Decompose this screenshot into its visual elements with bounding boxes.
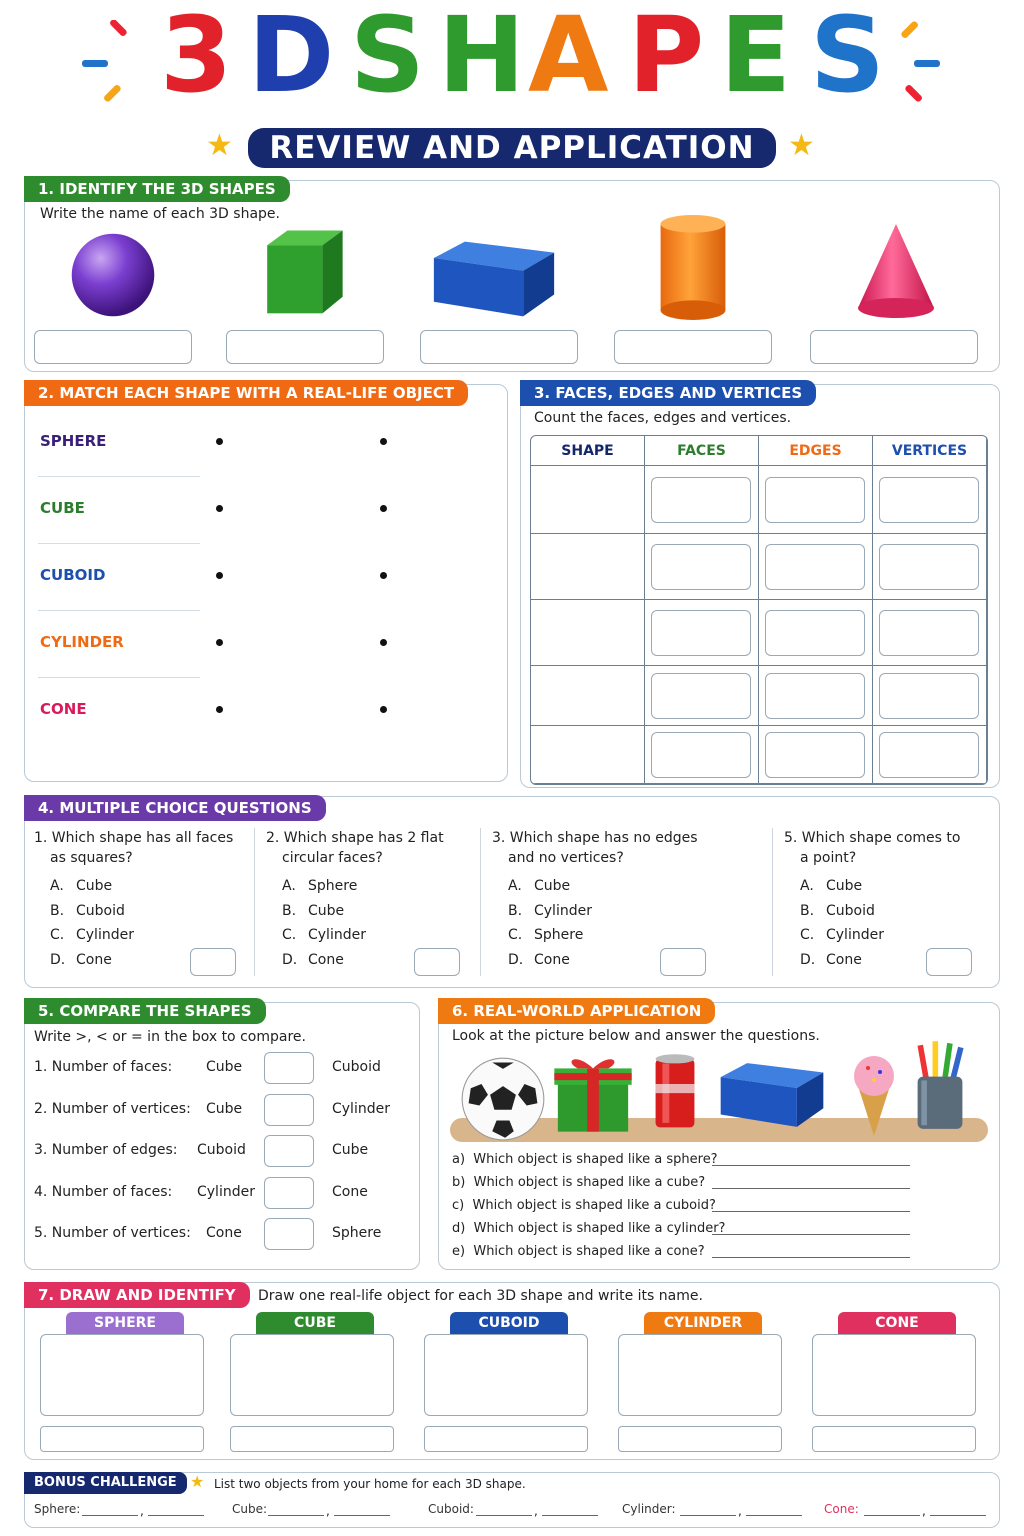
bonus-label: Cuboid:: [428, 1502, 474, 1516]
blue-box-icon: [710, 1060, 834, 1130]
comma: ,: [140, 1504, 144, 1518]
name-box[interactable]: [618, 1426, 782, 1452]
header: [0, 0, 1024, 178]
compare-left: Cube: [206, 1100, 243, 1117]
option-letter: B.: [282, 902, 297, 919]
drawing-area[interactable]: [424, 1334, 588, 1416]
compare-left: Cone: [206, 1225, 242, 1241]
option-letter: C.: [800, 927, 815, 943]
option-letter: C.: [282, 927, 297, 943]
question-line-2: a point?: [800, 850, 857, 866]
input-faces-sphere[interactable]: [651, 732, 751, 778]
compare-label: 4. Number of faces:: [34, 1183, 173, 1200]
compare-box[interactable]: [264, 1094, 314, 1126]
name-box[interactable]: [812, 1426, 976, 1452]
burst-right-icon: [890, 20, 950, 110]
mcq-answer-box[interactable]: [926, 948, 972, 976]
input-faces-cylinder[interactable]: [651, 610, 751, 656]
real-world-question: a) Which object is shaped like a sphere?: [452, 1152, 718, 1167]
bonus-star-icon: ★: [190, 1472, 205, 1491]
compare-box[interactable]: [264, 1177, 314, 1209]
option-c[interactable]: [34, 923, 244, 948]
question-line-2: circular faces?: [282, 850, 383, 866]
drawing-area[interactable]: [230, 1334, 394, 1416]
question-line-2: as squares?: [50, 850, 133, 866]
cuboid-icon: [428, 238, 560, 320]
question-line-2: and no vertices?: [508, 850, 624, 866]
comma: ,: [738, 1504, 742, 1518]
option-d[interactable]: [492, 948, 762, 973]
drawing-area[interactable]: [40, 1334, 204, 1416]
option-letter: C.: [508, 927, 523, 943]
name-box[interactable]: [40, 1426, 204, 1452]
option-letter: D.: [50, 951, 66, 968]
drawing-area[interactable]: [812, 1334, 976, 1416]
match-label-cube: CUBE: [40, 499, 85, 517]
col-header-vertices: VERTICES: [873, 436, 987, 466]
option-text: Cuboid: [76, 902, 125, 919]
option-text: Cone: [826, 951, 862, 968]
option-text: Cone: [308, 951, 344, 968]
option-letter: B.: [508, 902, 523, 919]
answer-box-cone[interactable]: [810, 330, 978, 364]
bonus-label: Cube:: [232, 1502, 268, 1516]
bonus-line[interactable]: [542, 1515, 598, 1516]
input-faces-cuboid[interactable]: [651, 544, 751, 590]
answer-line[interactable]: [712, 1211, 910, 1212]
comma: ,: [534, 1504, 538, 1518]
match-dot-left[interactable]: [216, 505, 223, 512]
option-letter: A.: [50, 878, 64, 894]
option-letter: D.: [800, 951, 816, 968]
title-letter: A: [528, 0, 607, 116]
input-edges-cone[interactable]: [765, 673, 865, 719]
title: [150, 0, 883, 130]
input-vertices-cuboid[interactable]: [879, 544, 979, 590]
answer-line[interactable]: [712, 1188, 910, 1189]
real-world-question: d) Which object is shaped like a cylinder?: [452, 1221, 726, 1236]
option-a[interactable]: [784, 874, 996, 899]
option-text: Sphere: [534, 927, 584, 943]
mcq-question-3: [492, 828, 762, 972]
option-c[interactable]: [266, 923, 480, 948]
bonus-line[interactable]: [148, 1515, 204, 1516]
real-world-question: b) Which object is shaped like a cube?: [452, 1175, 706, 1190]
answer-line[interactable]: [712, 1165, 910, 1166]
match-dot-right[interactable]: [380, 639, 387, 646]
answer-box-cuboid[interactable]: [420, 330, 578, 364]
compare-right: Cylinder: [332, 1100, 390, 1117]
option-a[interactable]: [492, 874, 762, 899]
option-letter: C.: [50, 927, 65, 943]
column-divider: [772, 828, 773, 976]
mcq-answer-box[interactable]: [190, 948, 236, 976]
option-text: Cylinder: [308, 927, 366, 943]
comma: ,: [326, 1504, 330, 1518]
question-line-1: 3. Which shape has no edges: [492, 830, 698, 846]
row-divider: [38, 610, 200, 611]
table-cell: [531, 666, 645, 726]
bonus-line[interactable]: [930, 1515, 986, 1516]
gift-box-icon: [552, 1052, 634, 1134]
soda-can-icon: [650, 1052, 700, 1132]
name-box[interactable]: [424, 1426, 588, 1452]
section-4-title: 4. MULTIPLE CHOICE QUESTIONS: [24, 795, 326, 821]
input-edges-cuboid[interactable]: [765, 544, 865, 590]
s1-instruction: Write the name of each 3D shape.: [40, 206, 280, 222]
sphere-icon: [70, 232, 156, 318]
question-line-1: 5. Which shape comes to: [784, 830, 961, 846]
match-dot-left[interactable]: [216, 639, 223, 646]
compare-right: Sphere: [332, 1225, 382, 1241]
match-label-cuboid: CUBOID: [40, 566, 106, 584]
compare-left: Cylinder: [197, 1183, 255, 1200]
compare-right: Cube: [332, 1142, 369, 1158]
match-label-cylinder: CYLINDER: [40, 633, 124, 651]
title-letter: E: [720, 0, 790, 116]
answer-box-sphere[interactable]: [34, 330, 192, 364]
bonus-label: Cone:: [824, 1502, 859, 1516]
col-header-shape: SHAPE: [531, 436, 645, 466]
option-c[interactable]: [784, 923, 996, 948]
option-text: Cube: [534, 878, 571, 894]
input-faces-cube[interactable]: [651, 477, 751, 523]
section-5-title: 5. COMPARE THE SHAPES: [24, 998, 266, 1024]
compare-label: 3. Number of edges:: [34, 1142, 178, 1158]
title-letter: P: [628, 0, 703, 116]
fev-table: [530, 435, 988, 785]
draw-tab-cuboid: CUBOID: [450, 1312, 568, 1334]
draw-tab-sphere: SPHERE: [66, 1312, 184, 1334]
bonus-label: Cylinder:: [622, 1502, 676, 1516]
cube-icon: [258, 222, 350, 320]
option-b[interactable]: [34, 899, 244, 924]
real-world-question: e) Which object is shaped like a cone?: [452, 1244, 705, 1259]
compare-label: 5. Number of vertices:: [34, 1225, 191, 1241]
input-edges-cylinder[interactable]: [765, 610, 865, 656]
option-text: Cube: [826, 878, 863, 894]
bonus-line[interactable]: [334, 1515, 390, 1516]
option-a[interactable]: [34, 874, 244, 899]
option-a[interactable]: [266, 874, 480, 899]
compare-right: Cone: [332, 1183, 368, 1200]
table-cell: [531, 466, 645, 534]
match-dot-right[interactable]: [380, 505, 387, 512]
cylinder-icon: [658, 214, 728, 322]
s3-instruction: Count the faces, edges and vertices.: [534, 410, 792, 426]
s7-instruction: Draw one real-life object for each 3D shape and write its name.: [258, 1288, 703, 1304]
bonus-line[interactable]: [82, 1515, 138, 1516]
section-7-title: 7. DRAW AND IDENTIFY: [24, 1282, 250, 1308]
option-c[interactable]: [492, 923, 762, 948]
compare-label: 1. Number of faces:: [34, 1059, 173, 1075]
row-divider: [38, 677, 200, 678]
drawing-area[interactable]: [618, 1334, 782, 1416]
option-text: Cylinder: [76, 927, 134, 943]
soccer-ball-icon: [460, 1056, 546, 1142]
s5-instruction: Write >, < or = in the box to compare.: [34, 1029, 306, 1045]
answer-box-cube[interactable]: [226, 330, 384, 364]
row-divider: [38, 476, 200, 477]
row-divider: [38, 543, 200, 544]
star-left-icon: ★: [206, 128, 233, 163]
bonus-title: BONUS CHALLENGE: [24, 1472, 187, 1494]
table-cell: [531, 534, 645, 600]
option-text: Cone: [534, 951, 570, 968]
compare-left: Cuboid: [197, 1142, 246, 1158]
match-label-sphere: SPHERE: [40, 432, 107, 450]
name-box[interactable]: [230, 1426, 394, 1452]
option-letter: A.: [508, 878, 522, 894]
question-line-1: 2. Which shape has 2 flat: [266, 830, 444, 846]
match-dot-right[interactable]: [380, 572, 387, 579]
match-dot-right[interactable]: [380, 706, 387, 713]
match-dot-left[interactable]: [216, 438, 223, 445]
option-letter: A.: [282, 878, 296, 894]
cone-icon: [856, 222, 936, 322]
compare-box[interactable]: [264, 1135, 314, 1167]
input-faces-cone[interactable]: [651, 673, 751, 719]
option-letter: D.: [508, 951, 524, 968]
compare-left: Cube: [206, 1059, 243, 1075]
section-1-title: 1. IDENTIFY THE 3D SHAPES: [24, 176, 290, 202]
answer-box-cylinder[interactable]: [614, 330, 772, 364]
match-dot-left[interactable]: [216, 572, 223, 579]
title-letter: 3: [160, 0, 231, 116]
subtitle: REVIEW AND APPLICATION: [269, 130, 755, 166]
option-text: Cube: [76, 878, 113, 894]
real-world-question: c) Which object is shaped like a cuboid?: [452, 1198, 716, 1213]
question-line-1: 1. Which shape has all faces: [34, 830, 234, 846]
draw-tab-cylinder: CYLINDER: [644, 1312, 762, 1334]
bonus-line[interactable]: [746, 1515, 802, 1516]
pencil-cup-icon: [912, 1036, 968, 1136]
section-2-title: 2. MATCH EACH SHAPE WITH A REAL-LIFE OBJECT: [24, 380, 468, 406]
match-dot-right[interactable]: [380, 438, 387, 445]
title-letter: H: [438, 0, 524, 116]
ice-cream-cone-icon: [844, 1048, 904, 1138]
title-letter: D: [248, 0, 333, 116]
option-text: Sphere: [308, 878, 358, 894]
star-right-icon: ★: [788, 128, 815, 163]
option-text: Cuboid: [826, 902, 875, 919]
answer-line[interactable]: [712, 1234, 910, 1235]
col-header-faces: FACES: [645, 436, 759, 466]
input-vertices-cube[interactable]: [879, 477, 979, 523]
compare-box[interactable]: [264, 1052, 314, 1084]
column-divider: [254, 828, 255, 976]
option-text: Cylinder: [534, 902, 592, 919]
mcq-answer-box[interactable]: [660, 948, 706, 976]
input-edges-cube[interactable]: [765, 477, 865, 523]
mcq-answer-box[interactable]: [414, 948, 460, 976]
option-letter: A.: [800, 878, 814, 894]
answer-line[interactable]: [712, 1257, 910, 1258]
table-cell: [531, 726, 645, 784]
bonus-instruction: List two objects from your home for each 3D shape.: [214, 1477, 526, 1491]
draw-tab-cone: CONE: [838, 1312, 956, 1334]
input-vertices-cone[interactable]: [879, 673, 979, 719]
subtitle-banner: [248, 128, 776, 168]
bonus-line[interactable]: [864, 1515, 920, 1516]
bonus-line[interactable]: [476, 1515, 532, 1516]
s6-instruction: Look at the picture below and answer the questions.: [452, 1028, 820, 1044]
option-letter: B.: [50, 902, 65, 919]
bonus-label: Sphere:: [34, 1502, 81, 1516]
option-text: Cylinder: [826, 927, 884, 943]
option-text: Cube: [308, 902, 345, 919]
option-letter: B.: [800, 902, 815, 919]
draw-tab-cube: CUBE: [256, 1312, 374, 1334]
comma: ,: [922, 1504, 926, 1518]
section-3-title: 3. FACES, EDGES AND VERTICES: [520, 380, 816, 406]
burst-left-icon: [78, 20, 138, 110]
column-divider: [480, 828, 481, 976]
title-letter: S: [350, 0, 423, 116]
option-b[interactable]: [492, 899, 762, 924]
bonus-line[interactable]: [268, 1515, 324, 1516]
match-dot-left[interactable]: [216, 706, 223, 713]
option-letter: D.: [282, 951, 298, 968]
option-b[interactable]: [784, 899, 996, 924]
compare-label: 2. Number of vertices:: [34, 1100, 191, 1117]
input-vertices-sphere[interactable]: [879, 732, 979, 778]
option-b[interactable]: [266, 899, 480, 924]
match-label-cone: CONE: [40, 700, 87, 718]
compare-box[interactable]: [264, 1218, 314, 1250]
compare-right: Cuboid: [332, 1059, 381, 1075]
section-6-title: 6. REAL-WORLD APPLICATION: [438, 998, 715, 1024]
title-letter: S: [810, 0, 883, 116]
col-header-edges: EDGES: [759, 436, 873, 466]
table-cell: [531, 600, 645, 666]
option-text: Cone: [76, 951, 112, 968]
bonus-line[interactable]: [680, 1515, 736, 1516]
input-edges-sphere[interactable]: [765, 732, 865, 778]
input-vertices-cylinder[interactable]: [879, 610, 979, 656]
